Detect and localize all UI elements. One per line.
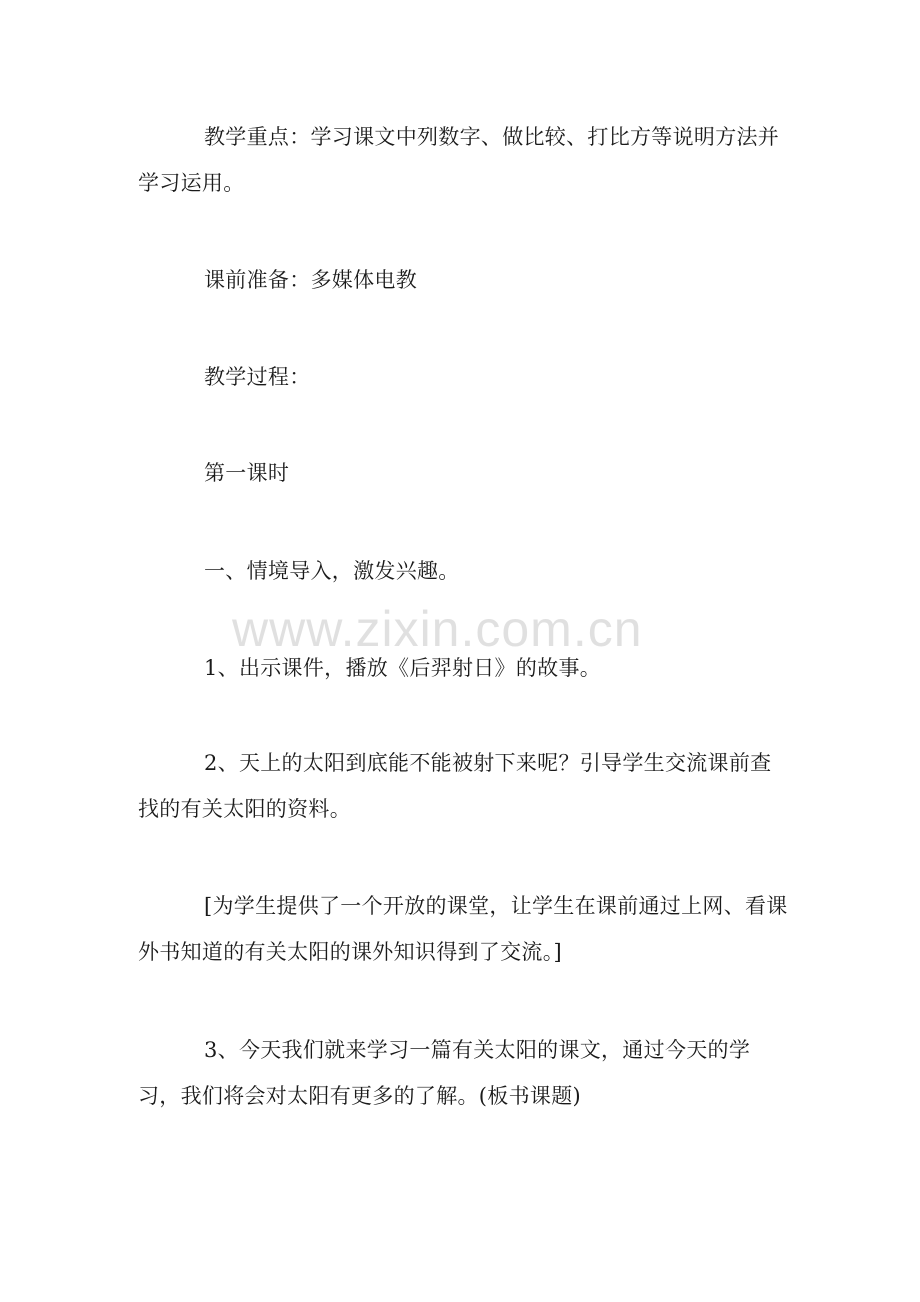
watermark: www.zixin.com.cn [232, 601, 643, 657]
paragraph-section-one: 一、情境导入，激发兴趣。 [204, 559, 460, 583]
paragraph-item-2: 2、天上的太阳到底能不能被射下来呢？引导学生交流课前查找的有关太阳的资料。 [138, 751, 772, 821]
paragraph-teaching-focus: 教学重点：学习课文中列数字、做比较、打比方等说明方法并学习运用。 [138, 125, 780, 195]
paragraph-teaching-process: 教学过程： [204, 365, 311, 389]
paragraph-first-lesson: 第一课时 [204, 461, 290, 485]
paragraph-preparation: 课前准备：多媒体电教 [204, 268, 417, 292]
paragraph-item-3: 3、今天我们就来学习一篇有关太阳的课文，通过今天的学习，我们将会对太阳有更多的了解。(板书课题) [138, 1038, 751, 1108]
paragraph-note: [为学生提供了一个开放的课堂，让学生在课前通过上网、看课外书知道的有关太阳的课外知识得到了交流。] [138, 894, 788, 964]
paragraph-item-1: 1、出示课件，播放《后羿射日》的故事。 [204, 656, 602, 680]
